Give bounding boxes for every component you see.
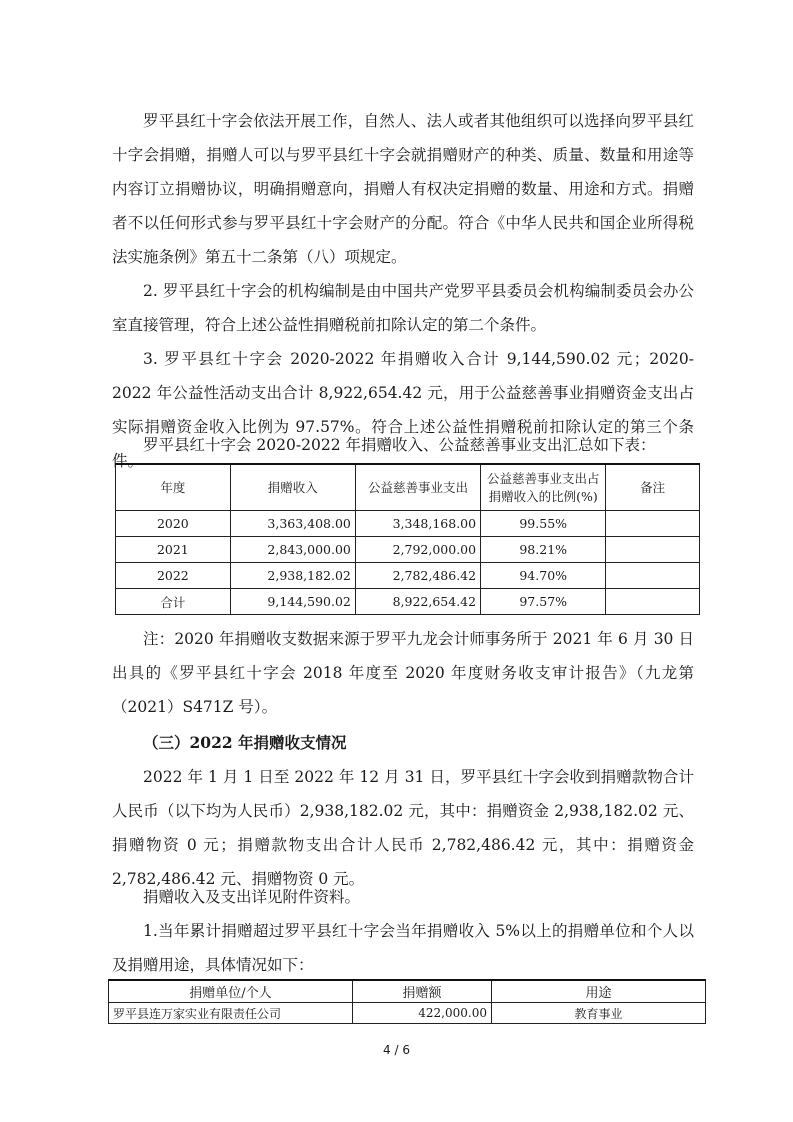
cell-donor: 罗平县连万家实业有限责任公司 <box>109 1003 353 1024</box>
section-heading-text: （三）2022 年捐赠收支情况 <box>143 733 347 752</box>
cell-income: 9,144,590.02 <box>230 589 355 615</box>
cell-expense: 3,348,168.00 <box>355 511 480 537</box>
header-income: 捐赠收入 <box>230 464 355 511</box>
donation-summary-table <box>115 463 700 615</box>
table-row <box>109 1003 706 1024</box>
table-header-row <box>109 980 706 1003</box>
cell-income: 3,363,408.00 <box>230 511 355 537</box>
page-number: 4 / 6 <box>383 1043 410 1057</box>
cell-income: 2,938,182.02 <box>230 563 355 589</box>
paragraph-condition-two: 2. 罗平县红十字会的机构编制是由中国共产党罗平县委员会机构编制委员会办公室直接管理，符合上述公益性捐赠税前扣除认定的第二个条件。 <box>112 282 694 334</box>
cell-year: 2020 <box>116 511 231 537</box>
paragraph-source-note: 注：2020 年捐赠收支数据来源于罗平九龙会计师事务所于 2021 年 6 月 30 日出具的《罗平县红十字会 2018 年度至 2020 年度财务收支审计报告》（九龙第（2021）S471Z 号）。 <box>112 630 694 716</box>
table-header-row <box>116 464 700 511</box>
cell-note <box>606 589 700 615</box>
paragraph-donation-agreement: 罗平县红十字会依法开展工作，自然人、法人或者其他组织可以选择向罗平县红十字会捐赠，捐赠人可以与罗平县红十字会就捐赠财产的种类、质量、数量和用途等内容订立捐赠协议，明确捐赠意向，捐赠人有权决定捐赠的数量、用途和方式。捐赠者不以任何形式参与罗平县红十字会财产的分配。符合《中华人民共和国企业所得税法实施条例》第五十二条第（八）项规定。 <box>112 112 694 266</box>
table-row <box>116 537 700 563</box>
table-row <box>116 563 700 589</box>
cell-year: 合计 <box>116 589 231 615</box>
cell-expense: 2,782,486.42 <box>355 563 480 589</box>
paragraph-2022-summary: 2022 年 1 月 1 日至 2022 年 12 月 31 日，罗平县红十字会收到捐赠款物合计人民币（以下均为人民币）2,938,182.02 元，其中：捐赠资金 2,938,182.02 元、捐赠物资 0 元；捐赠款物支出合计人民币 2,782,486.42 元，其中：捐赠资金 2,782,486.42 元、捐赠物资 0 元。 <box>112 768 694 888</box>
paragraph-attachment-ref: 捐赠收入及支出详见附件资料。 <box>143 888 361 906</box>
cell-note <box>606 537 700 563</box>
paragraph-major-donors: 1.当年累计捐赠超过罗平县红十字会当年捐赠收入 5%以上的捐赠单位和个人以及捐赠用途，具体情况如下： <box>112 922 694 974</box>
header-note: 备注 <box>606 464 700 511</box>
cell-note <box>606 563 700 589</box>
cell-ratio: 98.21% <box>481 537 606 563</box>
header-expense: 公益慈善事业支出 <box>355 464 480 511</box>
table-row <box>116 511 700 537</box>
cell-income: 2,843,000.00 <box>230 537 355 563</box>
cell-note <box>606 511 700 537</box>
cell-year: 2022 <box>116 563 231 589</box>
header-ratio: 公益慈善事业支出占捐赠收入的比例(%) <box>481 464 606 511</box>
paragraph-condition-three: 3. 罗平县红十字会 2020-2022 年捐赠收入合计 9,144,590.02 元；2020-2022 年公益性活动支出合计 8,922,654.42 元，用于公益慈善事业捐赠资金支出占实际捐赠资金收入比例为 97.57%。符合上述公益性捐赠税前扣除认定的第三个条件。 <box>112 350 694 470</box>
cell-expense: 2,792,000.00 <box>355 537 480 563</box>
table1-caption: 罗平县红十字会 2020-2022 年捐赠收入、公益慈善事业支出汇总如下表： <box>143 436 656 454</box>
header-year: 年度 <box>116 464 231 511</box>
cell-ratio: 94.70% <box>481 563 606 589</box>
header-use: 用途 <box>492 980 706 1003</box>
header-amount: 捐赠额 <box>353 980 492 1003</box>
table-row-total <box>116 589 700 615</box>
cell-amount: 422,000.00 <box>353 1003 492 1024</box>
cell-year: 2021 <box>116 537 231 563</box>
cell-ratio: 97.57% <box>481 589 606 615</box>
cell-use: 教育事业 <box>492 1003 706 1024</box>
cell-expense: 8,922,654.42 <box>355 589 480 615</box>
section-heading-2022 <box>112 726 694 760</box>
header-donor: 捐赠单位/个人 <box>109 980 353 1003</box>
cell-ratio: 99.55% <box>481 511 606 537</box>
major-donor-table <box>108 979 706 1024</box>
